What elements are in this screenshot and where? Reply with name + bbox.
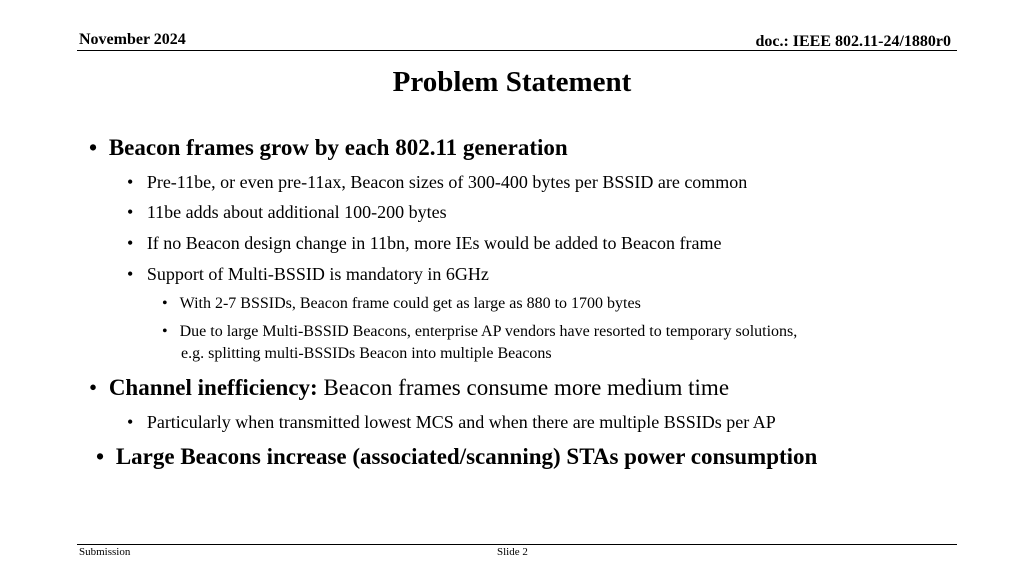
bullet-text-rest: Beacon frames consume more medium time [317, 375, 730, 400]
bullet-lowest-mcs [127, 412, 776, 433]
footer-slide-number: Slide 2 [497, 546, 528, 558]
bullet-text: Large Beacons increase (associated/scanning) STAs power consumption [115, 444, 818, 469]
bullet-2-7-bssids [162, 295, 641, 313]
bullet-dot: • [96, 444, 105, 469]
bullet-dot: • [127, 202, 134, 222]
bullet-power-consumption [96, 444, 817, 470]
bullet-no-design-change [127, 233, 721, 254]
bullet-large-multi-bssid-cont: e.g. splitting multi-BSSIDs Beacon into multiple Beacons [181, 345, 552, 362]
bullet-text: Pre-11be, or even pre-11ax, Beacon sizes of 300-400 bytes per BSSID are common [146, 172, 748, 192]
bullet-beacon-growth [89, 135, 568, 161]
bullet-channel-inefficiency [89, 375, 729, 401]
bullet-large-multi-bssid [162, 323, 797, 341]
bullet-text: If no Beacon design change in 11bn, more IEs would be added to Beacon frame [146, 233, 722, 253]
bullet-dot: • [127, 264, 134, 284]
bullet-dot: • [89, 135, 98, 160]
header-divider [77, 50, 957, 51]
footer-submission: Submission [79, 546, 131, 558]
bullet-text: Beacon frames grow by each 802.11 generation [108, 135, 568, 160]
bullet-text: Support of Multi-BSSID is mandatory in 6GHz [146, 264, 489, 284]
bullet-multi-bssid [127, 264, 489, 285]
bullet-text: Particularly when transmitted lowest MCS and when there are multiple BSSIDs per AP [146, 412, 776, 432]
bullet-pre-11be [127, 172, 747, 193]
bullet-dot: • [162, 323, 168, 340]
bullet-text-bold: Channel inefficiency: [108, 375, 318, 400]
bullet-11be-adds [127, 202, 447, 223]
bullet-text: 11be adds about additional 100-200 bytes [146, 202, 447, 222]
bullet-dot: • [127, 172, 134, 192]
slide-title: Problem Statement [392, 66, 632, 98]
bullet-dot: • [162, 295, 168, 312]
header-date: November 2024 [79, 31, 186, 48]
bullet-text: With 2-7 BSSIDs, Beacon frame could get as large as 880 to 1700 bytes [179, 295, 641, 312]
bullet-dot: • [127, 412, 134, 432]
bullet-dot: • [89, 375, 98, 400]
bullet-dot: • [127, 233, 134, 253]
header-doc-id: doc.: IEEE 802.11-24/1880r0 [755, 33, 951, 50]
bullet-text-line1: Due to large Multi-BSSID Beacons, enterprise AP vendors have resorted to temporary solutions, [179, 323, 798, 340]
footer-divider [77, 544, 957, 545]
